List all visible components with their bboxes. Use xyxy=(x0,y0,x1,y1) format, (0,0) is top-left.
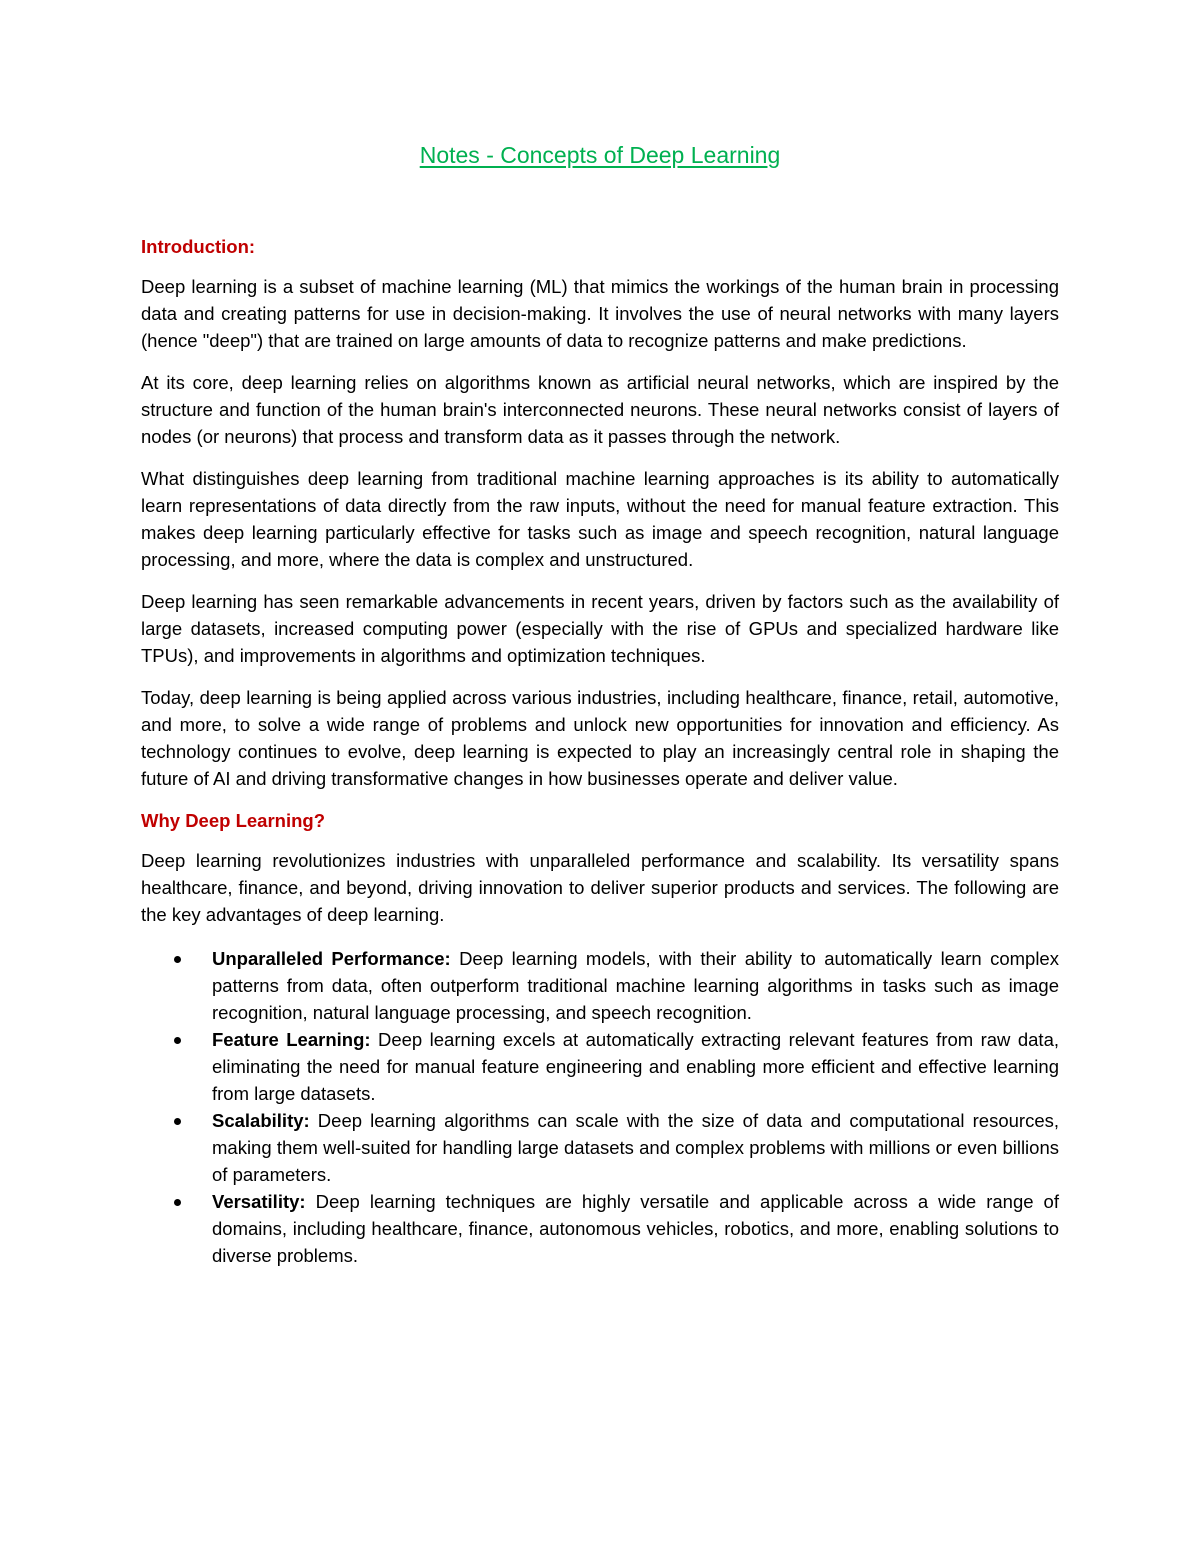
list-item xyxy=(141,945,1059,1026)
bullet-icon xyxy=(174,1118,181,1125)
why-deep-learning-heading: Why Deep Learning? xyxy=(141,810,325,831)
bullet-text: Deep learning techniques are highly versatile and applicable across a wide range of domains, including healthcare, finance, autonomous vehicles, robotics, and more, enabling solutions to diverse problems. xyxy=(212,1191,1059,1266)
intro-paragraph-5: Today, deep learning is being applied across various industries, including healthcare, finance, retail, automotive, and more, to solve a wide range of problems and unlock new opportunities for innovation and efficiency. As technology continues to evolve, deep learning is expected to play an increasingly central role in shaping the future of AI and driving transformative changes in how businesses operate and deliver value. xyxy=(141,687,1059,789)
page-title: Notes - Concepts of Deep Learning xyxy=(419,142,781,168)
intro-paragraph-3: What distinguishes deep learning from traditional machine learning approaches is its ability to automatically learn representations of data directly from the raw inputs, without the need for manual feature extraction. This makes deep learning particularly effective for tasks such as image and speech recognition, natural language processing, and more, where the data is complex and unstructured. xyxy=(141,468,1059,570)
bullet-text: Deep learning excels at automatically extracting relevant features from raw data, eliminating the need for manual feature engineering and enabling more efficient and effective learning from large datasets. xyxy=(212,1029,1060,1104)
intro-paragraph-1: Deep learning is a subset of machine learning (ML) that mimics the workings of the human brain in processing data and creating patterns for use in decision-making. It involves the use of neural networks with many layers (hence "deep") that are trained on large amounts of data to recognize patterns and make predictions. xyxy=(141,276,1059,351)
bullet-text: Deep learning models, with their ability to automatically learn complex patterns from data, often outperform traditional machine learning algorithms in tasks such as image recognition, natural language processing, and speech recognition. xyxy=(212,948,1059,1023)
bullet-icon xyxy=(174,1199,181,1206)
bullet-icon xyxy=(174,1037,181,1044)
bullet-lead: Versatility: xyxy=(212,1191,306,1212)
bullet-lead: Feature Learning: xyxy=(212,1029,371,1050)
bullet-text: Deep learning algorithms can scale with the size of data and computational resources, making them well-suited for handling large datasets and complex problems with millions or even billions of parameters. xyxy=(212,1110,1059,1185)
document-page xyxy=(141,140,1059,1269)
list-item xyxy=(141,1107,1059,1188)
bullet-lead: Scalability: xyxy=(212,1110,310,1131)
introduction-heading: Introduction: xyxy=(141,236,256,257)
list-item xyxy=(141,1188,1059,1269)
list-item xyxy=(141,1026,1059,1107)
advantages-list xyxy=(141,945,1059,1269)
bullet-icon xyxy=(174,956,181,963)
bullet-lead: Unparalleled Performance: xyxy=(212,948,451,969)
intro-paragraph-4: Deep learning has seen remarkable advancements in recent years, driven by factors such as the availability of large datasets, increased computing power (especially with the rise of GPUs and specialized hardware like TPUs), and improvements in algorithms and optimization techniques. xyxy=(141,591,1059,666)
intro-paragraph-2: At its core, deep learning relies on algorithms known as artificial neural networks, which are inspired by the structure and function of the human brain's interconnected neurons. These neural networks consist of layers of nodes (or neurons) that process and transform data as it passes through the network. xyxy=(141,372,1059,447)
why-paragraph: Deep learning revolutionizes industries with unparalleled performance and scalability. Its versatility spans healthcare, finance, and beyond, driving innovation to deliver superior products and services. The following are the key advantages of deep learning. xyxy=(141,850,1059,925)
